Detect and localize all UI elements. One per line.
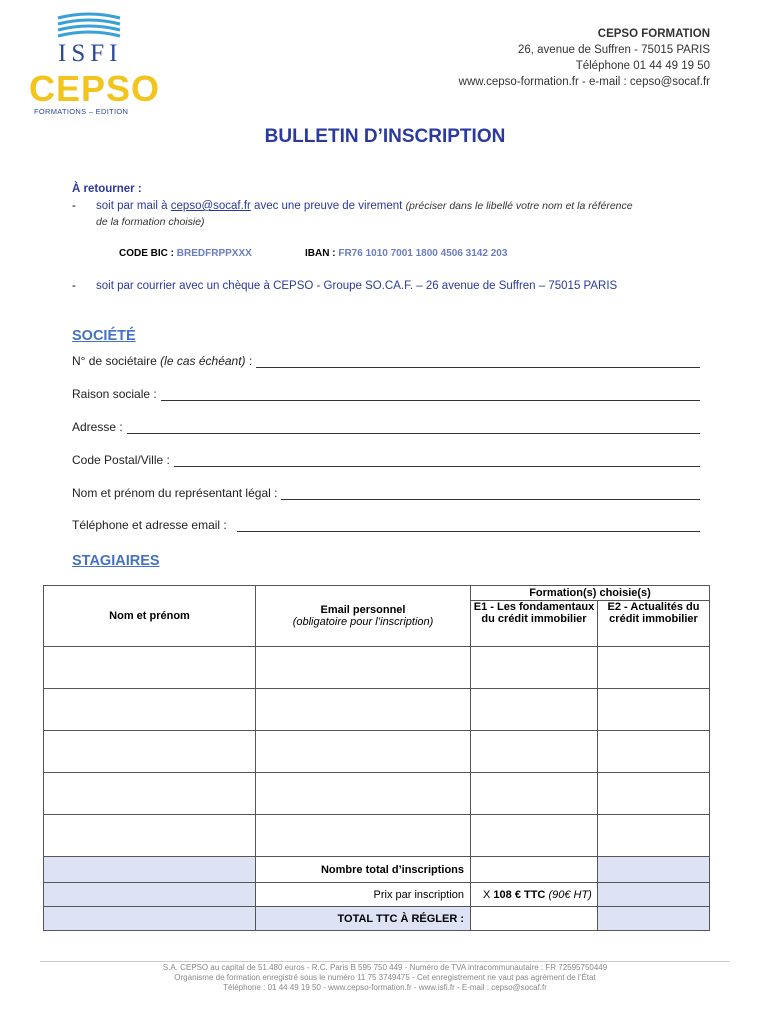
total-count-cell[interactable] (471, 857, 598, 883)
e2-cell[interactable] (598, 647, 710, 689)
footer-divider (40, 961, 730, 962)
bic-code (119, 248, 252, 259)
email-cell[interactable] (256, 689, 471, 731)
bic-value: BREDFRPPXXX (176, 248, 252, 259)
mail-instruction (96, 200, 633, 212)
e2-cell[interactable] (598, 773, 710, 815)
mail-suffix: avec une preuve de virement (250, 200, 406, 212)
trainees-table (43, 585, 710, 931)
mail-note-continued: de la formation choisie) (96, 216, 205, 228)
postcode-city-line[interactable] (174, 455, 700, 467)
name-cell[interactable] (44, 773, 256, 815)
return-label: À retourner : (72, 183, 142, 195)
col-header-email-label: Email personnel (320, 604, 406, 616)
company-web-email: www.cepso-formation.fr - e-mail : cepso@socaf.fr (458, 76, 710, 88)
e1-cell[interactable] (471, 647, 598, 689)
iban-value: FR76 1010 7001 1800 4506 3142 203 (338, 248, 508, 259)
postcode-city-label: Code Postal/Ville : (72, 453, 170, 467)
legal-rep-label: Nom et prénom du représentant légal : (72, 486, 278, 500)
col-header-e1: E1 - Les fondamentaux du crédit immobilier (471, 601, 598, 647)
name-cell[interactable] (44, 689, 256, 731)
email-cell[interactable] (256, 731, 471, 773)
company-address: 26, avenue de Suffren - 75015 PARIS (517, 44, 710, 56)
col-header-formations: Formation(s) choisie(s) (471, 586, 710, 601)
phone-email-line[interactable] (237, 520, 700, 532)
member-number-line[interactable] (256, 356, 700, 368)
section-societe-title: SOCIÉTÉ (72, 328, 136, 344)
member-number-field[interactable] (72, 354, 700, 368)
company-name-line[interactable] (161, 389, 700, 401)
company-phone: Téléphone 01 44 49 19 50 (575, 60, 710, 72)
email-cell[interactable] (256, 647, 471, 689)
e1-cell[interactable] (471, 731, 598, 773)
address-line[interactable] (127, 422, 700, 434)
mail-prefix: soit par mail à (96, 200, 171, 212)
postcode-city-field[interactable] (72, 453, 700, 467)
col-header-e2: E2 - Actualités du crédit immobilier (598, 601, 710, 647)
phone-email-field[interactable] (72, 518, 700, 532)
page-title: BULLETIN D’INSCRIPTION (264, 126, 506, 147)
phone-email-label: Téléphone et adresse email : (72, 518, 227, 532)
address-field[interactable] (72, 420, 700, 434)
table-row (44, 689, 710, 731)
email-cell[interactable] (256, 773, 471, 815)
section-stagiaires-title: STAGIAIRES (72, 553, 160, 569)
e2-cell[interactable] (598, 731, 710, 773)
e2-cell[interactable] (598, 815, 710, 857)
price-row (44, 883, 710, 907)
footer-line-1: S.A. CEPSO au capital de 51.480 euros - R.C. Paris B 595 750 449 - Numéro de TVA intracommunautaire : FR 72595750449 (162, 963, 608, 972)
table-row (44, 773, 710, 815)
total-count-label: Nombre total d’inscriptions (256, 857, 471, 883)
total-count-row (44, 857, 710, 883)
logo-subtitle: FORMATIONS – EDITION (34, 107, 129, 116)
name-cell[interactable] (44, 731, 256, 773)
total-ttc-cell[interactable] (471, 907, 598, 931)
price-label: Prix par inscription (256, 883, 471, 907)
logo-isfi-text: ISFI (58, 40, 123, 67)
bullet-dash: - (72, 200, 76, 212)
footer-line-2: Organisme de formation enregistré sous le numéro 11 75 3749475 - Cet enregistrement ne vaut pas agrément de l’État (174, 973, 596, 982)
e1-cell[interactable] (471, 815, 598, 857)
name-cell[interactable] (44, 815, 256, 857)
e1-cell[interactable] (471, 689, 598, 731)
legal-rep-field[interactable] (72, 486, 700, 500)
e1-cell[interactable] (471, 773, 598, 815)
table-row (44, 731, 710, 773)
company-name-label: Raison sociale : (72, 387, 157, 401)
total-ttc-row (44, 907, 710, 931)
col-header-email (256, 586, 471, 647)
post-instruction: soit par courrier avec un chèque à CEPSO - Groupe SO.CA.F. – 26 avenue de Suffren – 75015 PARIS (96, 280, 618, 292)
name-cell[interactable] (44, 647, 256, 689)
footer-line-3: Téléphone : 01 44 49 19 50 - www.cepso-formation.fr - www.isfi.fr - E-mail : cepso@socaf.fr (223, 983, 547, 992)
email-cell[interactable] (256, 815, 471, 857)
table-row (44, 647, 710, 689)
logo-waves-icon (56, 12, 122, 40)
company-name: CEPSO FORMATION (597, 28, 710, 40)
bic-label: CODE BIC : (119, 248, 177, 259)
table-row (44, 815, 710, 857)
isfi-cepso-logo (26, 12, 161, 116)
price-value: X 108 € TTC (90€ HT) (471, 883, 598, 907)
member-number-label: N° de sociétaire (le cas échéant) : (72, 354, 253, 368)
e2-cell[interactable] (598, 689, 710, 731)
iban-label: IBAN : (305, 248, 339, 259)
total-ttc-label: TOTAL TTC À RÉGLER : (256, 907, 471, 931)
col-header-email-note: (obligatoire pour l’inscription) (292, 616, 434, 628)
col-header-name: Nom et prénom (44, 586, 256, 647)
legal-rep-line[interactable] (281, 488, 700, 500)
iban-code (305, 248, 507, 259)
company-name-field[interactable] (72, 387, 700, 401)
mail-note: (préciser dans le libellé votre nom et la référence (405, 200, 633, 212)
mail-link[interactable]: cepso@socaf.fr (170, 200, 251, 212)
logo-cepso-text: CEPSO (29, 68, 161, 109)
bullet-dash: - (72, 280, 76, 292)
address-label: Adresse : (72, 420, 123, 434)
